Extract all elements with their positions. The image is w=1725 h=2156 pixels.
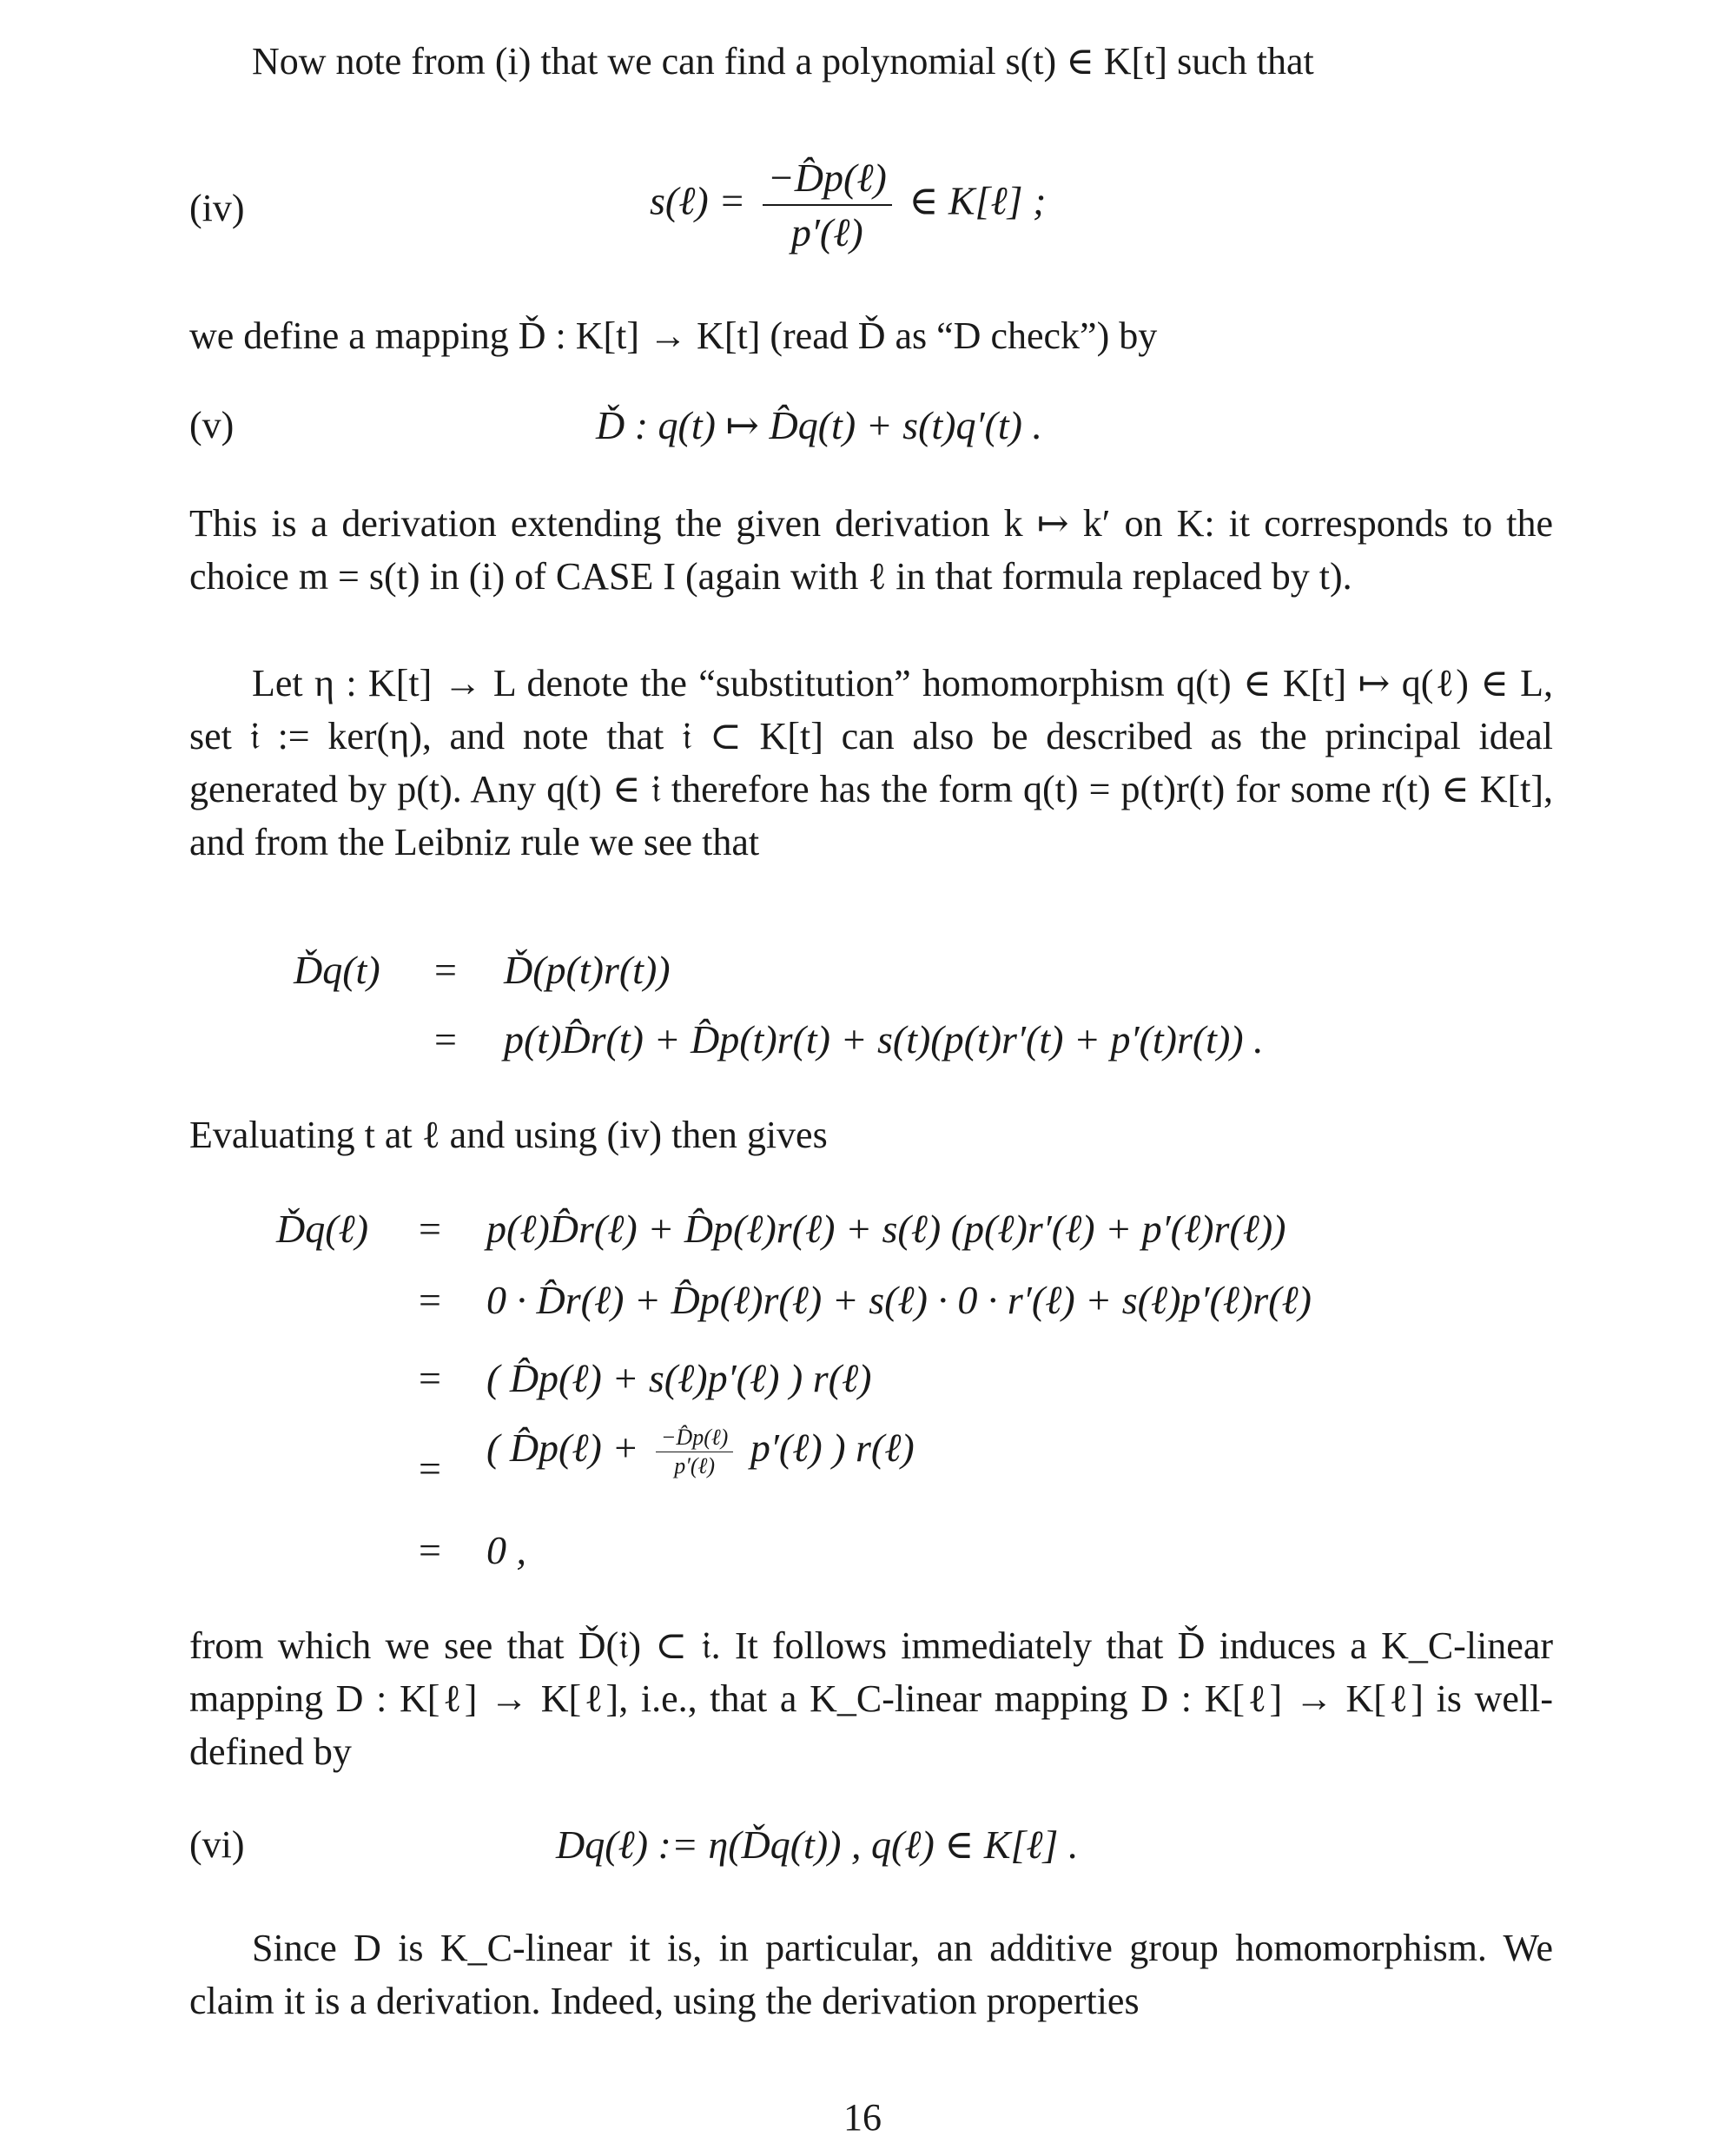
align2-equals-1: = [419, 1207, 441, 1251]
align2-row-4-post: p′(ℓ) ) r(ℓ) [750, 1425, 915, 1471]
equation-vi: Dq(ℓ) := η(Ďq(t)) , q(ℓ) ∈ K[ℓ] . [556, 1822, 1079, 1867]
equation-iv-label: (iv) [189, 187, 245, 229]
equation-iv-lhs: s(ℓ) = [650, 178, 746, 223]
equation-iv-denominator: p′(ℓ) [790, 210, 863, 255]
align1-equals-2: = [434, 1017, 457, 1061]
paragraph-6: from which we see that Ď(𝔦) ⊂ 𝔦. It follows immediately that Ď induces a K_C-linear mapping D : K[ℓ] → K[ℓ], i.e., that a K_C-linear mapping D : K[ℓ] → K[ℓ] is well-defined by [189, 1624, 1553, 1773]
align2-lhs: Ďq(ℓ) [276, 1207, 369, 1251]
equation-iv-rhs: ∈ K[ℓ] ; [909, 178, 1047, 223]
page-number: 16 [843, 2096, 882, 2139]
align2-row-2: 0 · D̂r(ℓ) + D̂p(ℓ)r(ℓ) + s(ℓ) · 0 · r′(ℓ) + s(ℓ)p′(ℓ)r(ℓ) [486, 1278, 1312, 1322]
paragraph-1: Now note from (i) that we can find a polynomial s(t) ∈ K[t] such that [252, 40, 1314, 83]
align2-row-3: ( D̂p(ℓ) + s(ℓ)p′(ℓ) ) r(ℓ) [486, 1356, 872, 1400]
align1-row-1: Ď(p(t)r(t)) [504, 948, 671, 992]
equation-v-label: (v) [189, 404, 235, 446]
paragraph-5: Evaluating t at ℓ and using (iv) then gives [189, 1114, 828, 1156]
align2-equals-4: = [419, 1446, 441, 1491]
equation-iv-fraction [763, 155, 892, 255]
align2-row-4-fraction [656, 1425, 733, 1479]
align2-equals-2: = [419, 1278, 441, 1322]
equation-vi-label: (vi) [189, 1823, 245, 1866]
align2-row-4 [486, 1425, 915, 1479]
paragraph-3: This is a derivation extending the given derivation k ↦ k′ on K: it corresponds to the choice m = s(t) in (i) of CASE I (again with ℓ in that formula replaced by t). [189, 502, 1553, 598]
align2-row-4-numerator: −D̂p(ℓ) [656, 1425, 733, 1452]
align2-row-4-denominator: p′(ℓ) [674, 1453, 716, 1478]
align2-row-5: 0 , [486, 1528, 526, 1572]
equation-v: Ď : q(t) ↦ D̂q(t) + s(t)q′(t) . [596, 403, 1042, 447]
align2-row-4-pre: ( D̂p(ℓ) + [486, 1425, 639, 1471]
paragraph-2: we define a mapping Ď : K[t] → K[t] (read Ď as “D check”) by [189, 314, 1158, 357]
equation-iv-numerator: −D̂p(ℓ) [763, 155, 892, 206]
paragraph-7: Since D is K_C-linear it is, in particular, an additive group homomorphism. We claim it is a derivation. Indeed, using the derivation properties [189, 1927, 1553, 2022]
align1-lhs: Ďq(t) [294, 948, 380, 992]
align2-row-1: p(ℓ)D̂r(ℓ) + D̂p(ℓ)r(ℓ) + s(ℓ) (p(ℓ)r′(ℓ) + p′(ℓ)r(ℓ)) [486, 1207, 1286, 1251]
align1-row-2: p(t)D̂r(t) + D̂p(t)r(t) + s(t)(p(t)r′(t) + p′(t)r(t)) . [504, 1017, 1264, 1061]
paragraph-4: Let η : K[t] → L denote the “substitution” homomorphism q(t) ∈ K[t] ↦ q(ℓ) ∈ L, set 𝔦 := ker(η), and note that 𝔦 ⊂ K[t] can also be described as the principal ideal generated by p(t). Any q(t) ∈ 𝔦 therefore has the form q(t) = p(t)r(t) for some r(t) ∈ K[t], and from the Leibniz rule we see that [189, 662, 1553, 863]
equation-iv [650, 155, 1046, 255]
align1-equals-1: = [434, 948, 457, 992]
align2-equals-3: = [419, 1356, 441, 1400]
align2-equals-5: = [419, 1528, 441, 1572]
